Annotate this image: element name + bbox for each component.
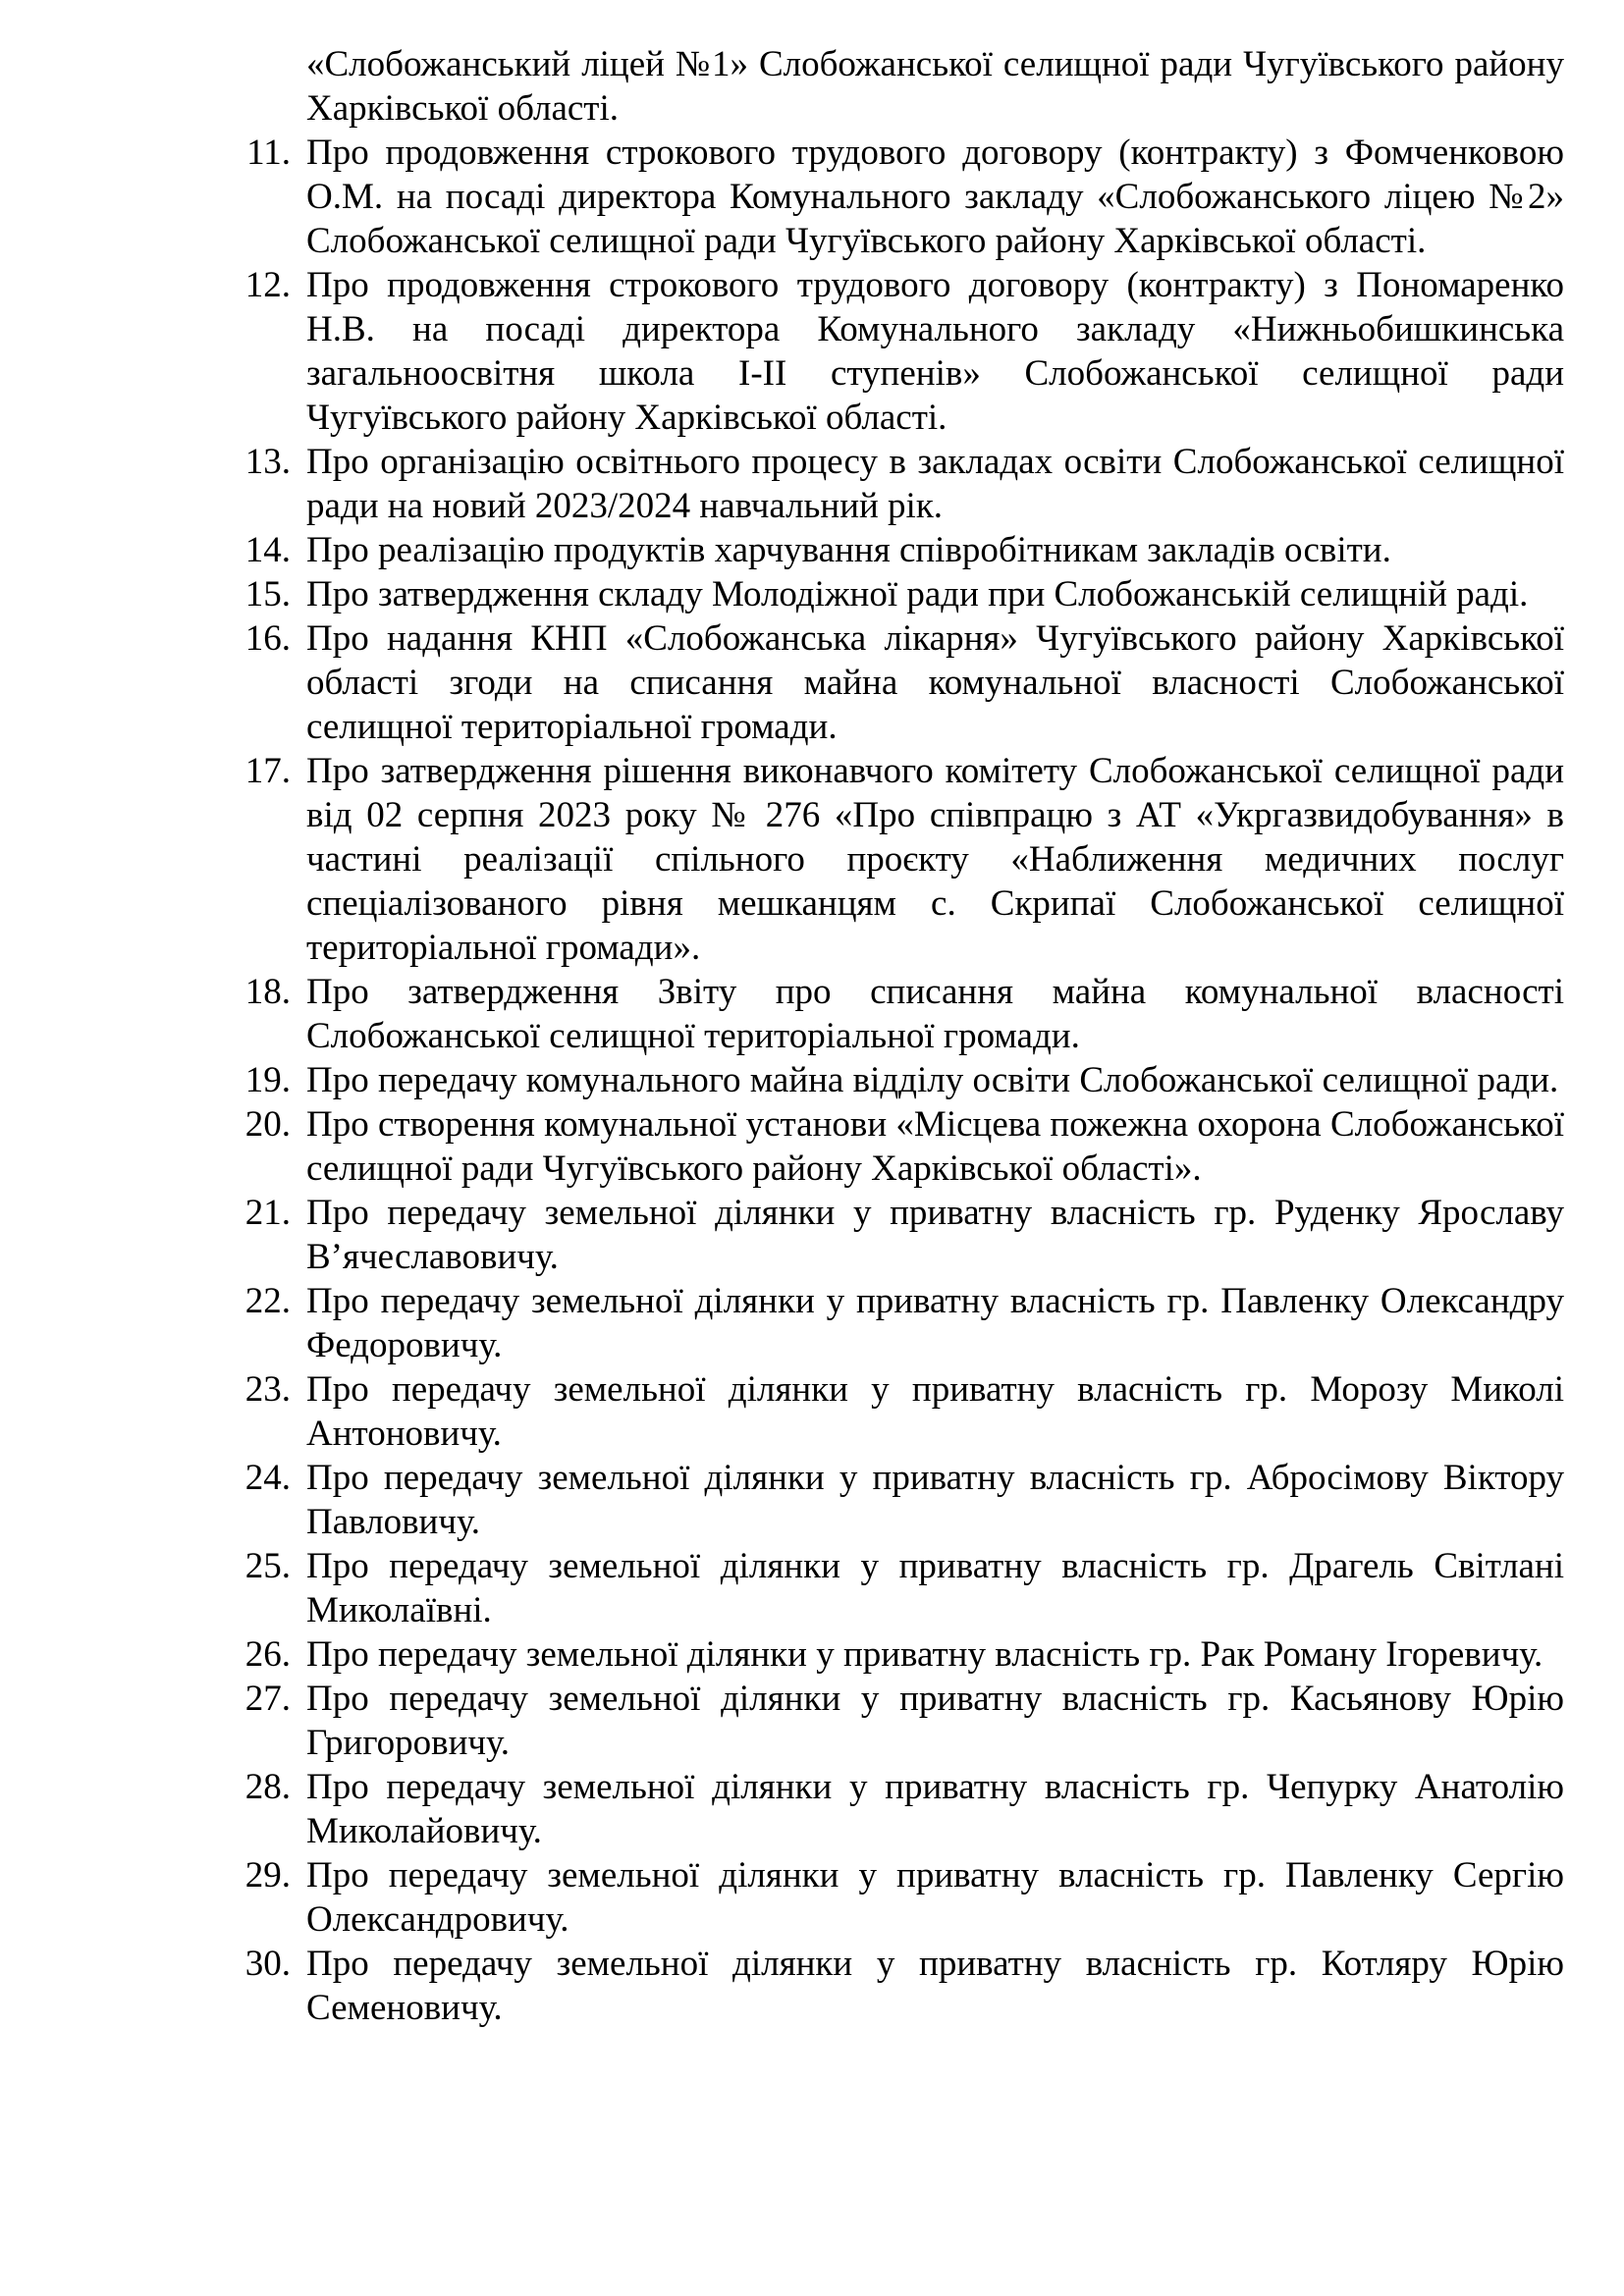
list-item	[244, 1191, 1564, 1279]
list-item	[244, 616, 1564, 749]
item-text: Про передачу земельної ділянки у приватну власність гр. Павленку Сергію Олександровичу.	[306, 1855, 1564, 1940]
list-item	[244, 1367, 1564, 1456]
list-item	[244, 1544, 1564, 1632]
item-number: 12.	[244, 265, 291, 305]
item-text: Про передачу земельної ділянки у приватну власність гр. Морозу Миколі Антоновичу.	[306, 1369, 1564, 1454]
item-text: Про реалізацію продуктів харчування співробітникам закладів освіти.	[306, 530, 1391, 570]
item-number: 29.	[244, 1855, 291, 1896]
item-text: Про продовження строкового трудового договору (контракту) з Фомченковою О.М. на посаді директора Комунального закладу «Слобожанського ліцею №2» Слобожанської селищної ради Чугуївського району Харківської області.	[306, 133, 1564, 261]
list-item	[244, 1632, 1564, 1677]
item-number: 13.	[244, 442, 291, 482]
item-text: Про передачу земельної ділянки у приватну власність гр. Рак Роману Ігоревичу.	[306, 1634, 1543, 1675]
item-text: Про передачу земельної ділянки у приватну власність гр. Котляру Юрію Семеновичу.	[306, 1944, 1564, 2028]
item-number: 23.	[244, 1369, 291, 1410]
item-number: 18.	[244, 972, 291, 1012]
item-number: 17.	[244, 751, 291, 791]
item-text: Про передачу земельної ділянки у приватну власність гр. Павленку Олександру Федоровичу.	[306, 1281, 1564, 1365]
item-text: Про затвердження рішення виконавчого комітету Слобожанської селищної ради від 02 серпня 2023 року № 276 «Про співпрацю з АТ «Укргазвидобування» в частині реалізації спільного проєкту «Наближення медичних послуг спеціалізованого рівня мешканцям с. Скрипаї Слобожанської селищної територіальної громади».	[306, 751, 1564, 968]
list-item	[244, 1677, 1564, 1765]
item-number: 20.	[244, 1104, 291, 1145]
list-item	[244, 1058, 1564, 1102]
list-item	[244, 572, 1564, 616]
item-number: 14.	[244, 530, 291, 570]
list-item	[244, 1765, 1564, 1853]
list-item	[244, 440, 1564, 528]
list-item	[244, 1279, 1564, 1367]
list-item	[244, 1853, 1564, 1942]
item-number: 11.	[246, 133, 291, 173]
item-text: Про передачу земельної ділянки у приватну власність гр. Чепурку Анатолію Миколайовичу.	[306, 1767, 1564, 1851]
item-text: Про затвердження Звіту про списання майна комунальної власності Слобожанської селищної територіальної громади.	[306, 972, 1564, 1056]
item-text: Про затвердження складу Молодіжної ради при Слобожанській селищній раді.	[306, 574, 1529, 614]
item-text: Про передачу земельної ділянки у приватну власність гр. Касьянову Юрію Григоровичу.	[306, 1679, 1564, 1763]
item-number: 28.	[244, 1767, 291, 1807]
list-item	[306, 42, 1564, 131]
agenda-list	[244, 42, 1564, 2030]
item-number: 16.	[244, 618, 291, 659]
list-item	[246, 131, 1564, 263]
item-number: 25.	[244, 1546, 291, 1586]
item-number: 15.	[244, 574, 291, 614]
list-item	[244, 749, 1564, 970]
item-text: Про передачу комунального майна відділу освіти Слобожанської селищної ради.	[306, 1060, 1559, 1100]
item-text: Про передачу земельної ділянки у приватну власність гр. Руденку Ярославу В’ячеславовичу.	[306, 1193, 1564, 1277]
list-item	[244, 1456, 1564, 1544]
item-number: 24.	[244, 1458, 291, 1498]
item-number: 30.	[244, 1944, 291, 1984]
item-number: 22.	[244, 1281, 291, 1321]
list-item	[244, 1942, 1564, 2030]
item-text: Про передачу земельної ділянки у приватну власність гр. Абросімову Віктору Павловичу.	[306, 1458, 1564, 1542]
item-text: Про організацію освітнього процесу в закладах освіти Слобожанської селищної ради на новий 2023/2024 навчальний рік.	[306, 442, 1564, 526]
item-number: 21.	[244, 1193, 291, 1233]
item-text: Про створення комунальної установи «Місцева пожежна охорона Слобожанської селищної ради Чугуївського району Харківської області».	[306, 1104, 1564, 1189]
item-text: Про продовження строкового трудового договору (контракту) з Пономаренко Н.В. на посаді директора Комунального закладу «Нижньобишкинська загальноосвітня школа І-ІІ ступенів» Слобожанської селищної ради Чугуївського району Харківської області.	[306, 265, 1564, 438]
item-number: 27.	[244, 1679, 291, 1719]
item-number: 26.	[244, 1634, 291, 1675]
item-number: 19.	[244, 1060, 291, 1100]
list-item	[244, 263, 1564, 440]
item-text: Про передачу земельної ділянки у приватну власність гр. Драгель Світлані Миколаївні.	[306, 1546, 1564, 1630]
list-item	[244, 1102, 1564, 1191]
list-item	[244, 528, 1564, 572]
list-item	[244, 970, 1564, 1058]
item-text: Про надання КНП «Слобожанська лікарня» Чугуївського району Харківської області згоди на списання майна комунальної власності Слобожанської селищної територіальної громади.	[306, 618, 1564, 747]
item-text: «Слобожанський ліцей №1» Слобожанської селищної ради Чугуївського району Харківської області.	[306, 44, 1564, 129]
